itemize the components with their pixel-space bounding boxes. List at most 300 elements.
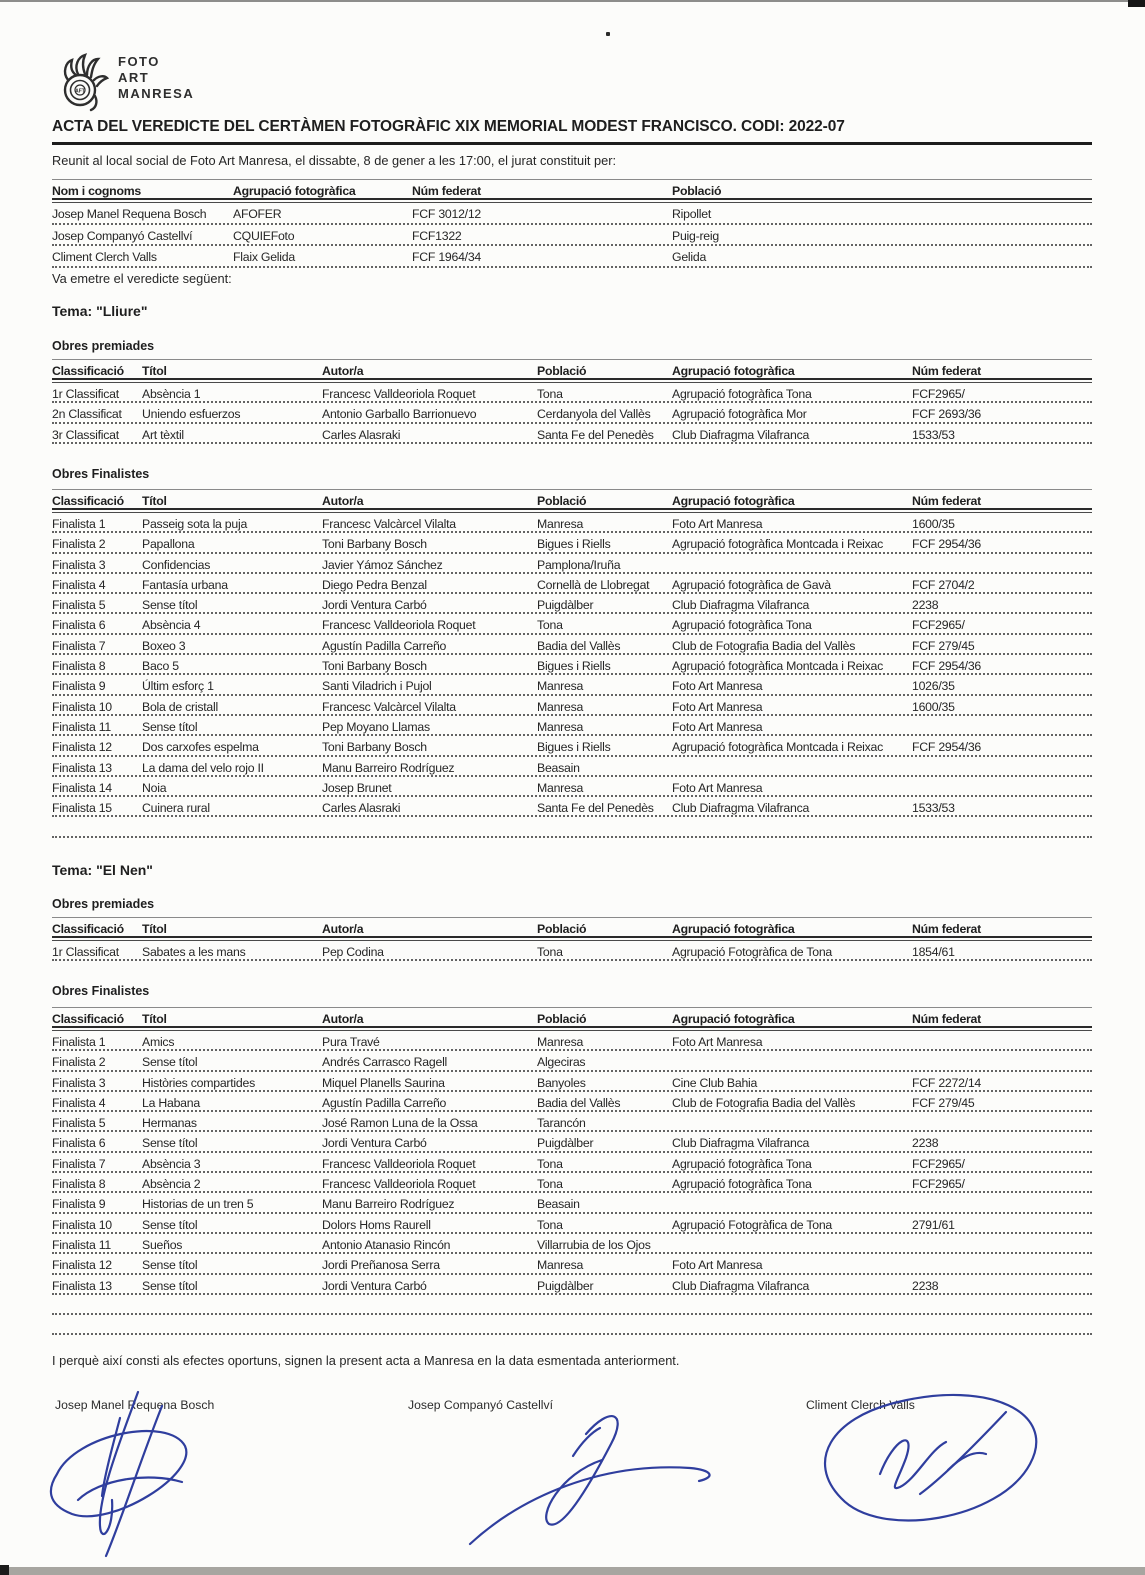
- table-cell: Manresa: [537, 679, 584, 694]
- scan-bottom-strip: [0, 1567, 1145, 1575]
- table-cell: 2238: [912, 1136, 939, 1151]
- table-cell: Puigdàlber: [537, 598, 594, 613]
- column-header: Població: [537, 364, 587, 378]
- logo-line-art: ART: [118, 70, 150, 85]
- column-header: Núm federat: [912, 364, 981, 378]
- table-cell: FCF2965/: [912, 1177, 965, 1192]
- table-cell: Sense títol: [142, 719, 198, 734]
- table-row: [52, 513, 1092, 533]
- table-header-row: [52, 917, 1092, 938]
- table-cell: Finalista 12: [52, 740, 112, 755]
- table-row: [52, 203, 1092, 225]
- table-cell: Pep Codina: [322, 945, 384, 959]
- table-cell: Manu Barreiro Rodríguez: [322, 1197, 455, 1212]
- table-cell: Puigdàlber: [537, 1136, 594, 1151]
- column-header: Títol: [142, 1012, 167, 1026]
- table-cell: Foto Art Manresa: [672, 719, 763, 734]
- table-cell: Toni Barbany Bosch: [322, 537, 427, 552]
- table-cell: Francesc Valldeoriola Roquet: [322, 1156, 476, 1171]
- column-header: Agrupació fotogràfica: [672, 494, 795, 508]
- table-cell: Josep Brunet: [322, 780, 392, 795]
- awarded-label: Obres premiades: [52, 897, 155, 911]
- table-cell: Francesc Valcàrcel Vilalta: [322, 517, 456, 531]
- document-title: ACTA DEL VEREDICTE DEL CERTÀMEN FOTOGRÀFIC XIX MEMORIAL MODEST FRANCISCO. CODI: 2022-07: [52, 118, 1092, 145]
- table-cell: Toni Barbany Bosch: [322, 740, 427, 755]
- table-cell: Josep Manel Requena Bosch: [52, 207, 207, 221]
- table-cell: Bigues i Riells: [537, 740, 611, 755]
- table-cell: Agrupació Fotogràfica de Tona: [672, 945, 833, 959]
- scan-bottom-mark: [0, 1565, 9, 1575]
- table-cell: Boxeo 3: [142, 638, 186, 653]
- table-cell: 1r Classificat: [52, 945, 119, 959]
- table-cell: Fantasía urbana: [142, 577, 228, 592]
- table-cell: Finalista 15: [52, 801, 112, 816]
- column-header: Població: [537, 494, 587, 508]
- table-cell: Sueños: [142, 1237, 183, 1252]
- table-cell: Hermanas: [142, 1116, 197, 1131]
- table-cell: Finalista 6: [52, 1136, 106, 1151]
- table-row: [52, 383, 1092, 403]
- table-cell: 2791/61: [912, 1217, 955, 1232]
- table-cell: Algeciras: [537, 1055, 586, 1070]
- column-header: Classificació: [52, 494, 124, 508]
- table-cell: Beasain: [537, 760, 580, 775]
- column-header: Agrupació fotogràfica: [672, 922, 795, 936]
- table-cell: Manresa: [537, 780, 584, 795]
- table-cell: Manresa: [537, 1035, 584, 1049]
- table-cell: Bigues i Riells: [537, 659, 611, 674]
- table-cell: 2238: [912, 598, 939, 613]
- table-cell: Agustín Padilla Carreño: [322, 1095, 447, 1110]
- awarded-table-el-nen: [52, 917, 1092, 961]
- table-cell: La dama del velo rojo II: [142, 760, 264, 775]
- column-header: Núm federat: [412, 184, 481, 198]
- table-cell: Manu Barreiro Rodríguez: [322, 760, 455, 775]
- table-row: [52, 533, 1092, 553]
- awarded-label: Obres premiades: [52, 339, 155, 353]
- table-cell: Papallona: [142, 537, 195, 552]
- table-row: [52, 1092, 1092, 1112]
- table-cell: Tona: [537, 387, 563, 401]
- empty-table-row: [52, 1315, 1092, 1335]
- table-cell: Tona: [537, 618, 563, 633]
- table-cell: Agrupació fotogràfica Tona: [672, 618, 812, 633]
- table-cell: Tona: [537, 1177, 563, 1192]
- table-cell: Finalista 8: [52, 659, 106, 674]
- table-cell: [912, 716, 1092, 734]
- table-cell: Finalista 9: [52, 679, 106, 694]
- empty-table-row: [52, 817, 1092, 837]
- table-cell: Finalista 5: [52, 598, 106, 613]
- table-row: [52, 655, 1092, 675]
- signer-name-clerch: Climent Clerch Valls: [806, 1398, 915, 1412]
- table-cell: Últim esforç 1: [142, 679, 214, 694]
- table-cell: 1026/35: [912, 679, 955, 694]
- verdict-line: Va emetre el veredicte següent:: [52, 271, 232, 286]
- scan-edge-line: [0, 0, 1145, 2]
- table-row: [52, 1051, 1092, 1071]
- table-cell: Cuinera rural: [142, 801, 210, 816]
- table-cell: [672, 1051, 912, 1069]
- table-row: [52, 941, 1092, 961]
- table-cell: Finalista 1: [52, 1035, 106, 1049]
- table-cell: AFOFER: [233, 207, 282, 221]
- table-cell: Finalista 2: [52, 1055, 106, 1070]
- scan-dot-artifact: [606, 32, 610, 36]
- table-row: [52, 1254, 1092, 1274]
- table-cell: [912, 1051, 1092, 1069]
- intro-paragraph: Reunit al local social de Foto Art Manresa, el dissabte, 8 de gener a les 17:00, el jurat constituit per:: [52, 153, 617, 168]
- table-cell: Dos carxofes espelma: [142, 740, 259, 755]
- table-cell: Antonio Atanasio Rincón: [322, 1237, 451, 1252]
- table-cell: Flaix Gelida: [233, 250, 295, 265]
- table-cell: Històries compartides: [142, 1075, 255, 1090]
- table-cell: FCF 2954/36: [912, 740, 982, 755]
- table-cell: José Ramon Luna de la Ossa: [322, 1116, 478, 1131]
- table-row: [52, 716, 1092, 736]
- table-cell: Ripollet: [672, 207, 712, 221]
- table-cell: Jordi Ventura Carbó: [322, 1136, 427, 1151]
- table-cell: Finalista 3: [52, 1075, 106, 1090]
- table-row: [52, 1173, 1092, 1193]
- table-cell: Club de Fotografia Badia del Vallès: [672, 1095, 856, 1110]
- table-cell: Club Diafragma Vilafranca: [672, 427, 810, 442]
- table-cell: Antonio Garballo Barrionuevo: [322, 407, 477, 422]
- table-cell: Art tèxtil: [142, 427, 184, 442]
- column-header: Població: [672, 184, 722, 198]
- table-cell: FCF1322: [412, 228, 462, 243]
- table-cell: Sabates a les mans: [142, 945, 246, 959]
- table-row: [52, 1234, 1092, 1254]
- table-cell: 1854/61: [912, 945, 955, 959]
- table-cell: Foto Art Manresa: [672, 679, 763, 694]
- table-row: [52, 1132, 1092, 1152]
- table-cell: 1600/35: [912, 699, 955, 714]
- table-cell: Villarrubia de los Ojos: [537, 1237, 651, 1252]
- column-header: Autor/a: [322, 494, 364, 508]
- theme-heading-el-nen: Tema: "El Nen": [52, 862, 153, 878]
- table-cell: Sense títol: [142, 1217, 198, 1232]
- table-cell: FCF 2272/14: [912, 1075, 982, 1090]
- table-cell: [672, 1234, 912, 1252]
- table-cell: Carles Alasraki: [322, 801, 401, 816]
- table-cell: Tona: [537, 1156, 563, 1171]
- table-row: [52, 1214, 1092, 1234]
- table-cell: [912, 1254, 1092, 1272]
- table-header-row: [52, 179, 1092, 200]
- table-cell: Pep Moyano Llamas: [322, 719, 430, 734]
- table-cell: La Habana: [142, 1095, 200, 1110]
- table-cell: Finalista 8: [52, 1177, 106, 1192]
- table-cell: 1r Classificat: [52, 387, 119, 401]
- table-cell: Agrupació fotogràfica Tona: [672, 1177, 812, 1192]
- table-cell: Santa Fe del Penedès: [537, 801, 654, 816]
- table-cell: [912, 757, 1092, 775]
- scan-corner-mark: [1128, 0, 1145, 7]
- table-cell: Finalista 10: [52, 699, 112, 714]
- table-cell: FCF2965/: [912, 387, 965, 401]
- table-cell: [912, 777, 1092, 795]
- table-cell: Manresa: [537, 699, 584, 714]
- finalists-label: Obres Finalistes: [52, 467, 150, 481]
- table-cell: Puigdàlber: [537, 1278, 594, 1293]
- table-cell: Cerdanyola del Vallès: [537, 407, 651, 422]
- table-cell: Agrupació fotogràfica de Gavà: [672, 577, 831, 592]
- table-cell: FCF 1964/34: [412, 250, 482, 265]
- table-cell: Agrupació Fotogràfica de Tona: [672, 1217, 833, 1232]
- column-header: Classificació: [52, 1012, 124, 1026]
- table-cell: Finalista 3: [52, 557, 106, 572]
- column-header: Títol: [142, 922, 167, 936]
- table-cell: Toni Barbany Bosch: [322, 659, 427, 674]
- table-cell: Josep Companyó Castellví: [52, 228, 193, 243]
- signatures-layer: [0, 1378, 1145, 1568]
- column-header: Població: [537, 1012, 587, 1026]
- foto-art-manresa-logo: [58, 52, 278, 114]
- table-cell: 1533/53: [912, 427, 955, 442]
- column-header: Agrupació fotogràfica: [233, 184, 356, 198]
- table-row: [52, 757, 1092, 777]
- column-header: Agrupació fotogràfica: [672, 364, 795, 378]
- table-cell: Badia del Vallès: [537, 1095, 621, 1110]
- table-cell: CQUIEFoto: [233, 228, 295, 243]
- table-cell: Baco 5: [142, 659, 179, 674]
- table-cell: Santi Viladrich i Pujol: [322, 679, 432, 694]
- column-header: Núm federat: [912, 922, 981, 936]
- table-cell: FCF 3012/12: [412, 207, 482, 221]
- column-header: Agrupació fotogràfica: [672, 1012, 795, 1026]
- table-cell: [912, 554, 1092, 572]
- table-cell: [672, 757, 912, 775]
- table-cell: Finalista 6: [52, 618, 106, 633]
- theme-heading-lliure: Tema: "Lliure": [52, 303, 148, 319]
- table-cell: Foto Art Manresa: [672, 780, 763, 795]
- signer-name-companyo: Josep Companyó Castellví: [408, 1398, 553, 1412]
- table-row: [52, 225, 1092, 247]
- table-cell: Manresa: [537, 1258, 584, 1273]
- table-cell: Foto Art Manresa: [672, 1035, 763, 1049]
- table-cell: Andrés Carrasco Ragell: [322, 1055, 448, 1070]
- table-cell: Sense títol: [142, 598, 198, 613]
- table-cell: Foto Art Manresa: [672, 517, 763, 531]
- table-cell: Francesc Valldeoriola Roquet: [322, 387, 476, 401]
- table-row: [52, 403, 1092, 423]
- table-cell: FCF2965/: [912, 618, 965, 633]
- table-cell: Gelida: [672, 250, 707, 265]
- table-cell: FCF 2704/2: [912, 577, 975, 592]
- table-row: [52, 777, 1092, 797]
- table-cell: Finalista 14: [52, 780, 112, 795]
- table-cell: Agrupació fotogràfica Montcada i Reixac: [672, 740, 884, 755]
- column-header: Nom i cognoms: [52, 184, 141, 198]
- table-cell: Francesc Valldeoriola Roquet: [322, 618, 476, 633]
- table-cell: Confidencias: [142, 557, 211, 572]
- table-cell: [672, 554, 912, 572]
- table-row: [52, 1193, 1092, 1213]
- table-cell: Manresa: [537, 517, 584, 531]
- table-cell: Agrupació fotogràfica Montcada i Reixac: [672, 537, 884, 552]
- table-cell: Manresa: [537, 719, 584, 734]
- table-cell: Finalista 5: [52, 1116, 106, 1131]
- jury-table: [52, 179, 1092, 268]
- column-header: Núm federat: [912, 494, 981, 508]
- table-cell: FCF 279/45: [912, 638, 975, 653]
- table-cell: Club Diafragma Vilafranca: [672, 801, 810, 816]
- table-row: [52, 574, 1092, 594]
- table-row: [52, 797, 1092, 817]
- table-cell: Finalista 10: [52, 1217, 112, 1232]
- logo-line-manresa: MANRESA: [118, 86, 195, 101]
- table-cell: 1533/53: [912, 801, 955, 816]
- table-cell: Finalista 4: [52, 1095, 106, 1110]
- logo-line-foto: FOTO: [118, 54, 160, 69]
- table-row: [52, 594, 1092, 614]
- table-header-row: [52, 1007, 1092, 1028]
- closing-paragraph: I perquè així consti als efectes oportuns, signen la present acta a Manresa en la data esmentada anteriorment.: [52, 1353, 680, 1368]
- column-header: Població: [537, 922, 587, 936]
- table-cell: Foto Art Manresa: [672, 1258, 763, 1273]
- table-cell: Finalista 7: [52, 1156, 106, 1171]
- hand-camera-logo-icon: [58, 52, 112, 114]
- table-cell: Tarancón: [537, 1116, 586, 1131]
- table-cell: Santa Fe del Penedès: [537, 427, 654, 442]
- table-cell: Sense títol: [142, 1055, 198, 1070]
- column-header: Núm federat: [912, 1012, 981, 1026]
- column-header: Autor/a: [322, 1012, 364, 1026]
- awarded-table-lliure: [52, 359, 1092, 444]
- table-cell: Foto Art Manresa: [672, 699, 763, 714]
- table-cell: Historias de un tren 5: [142, 1197, 254, 1212]
- table-cell: FCF 2693/36: [912, 407, 982, 422]
- table-cell: Jordi Ventura Carbó: [322, 598, 427, 613]
- table-cell: Finalista 7: [52, 638, 106, 653]
- column-header: Títol: [142, 494, 167, 508]
- table-cell: 2238: [912, 1278, 939, 1293]
- table-cell: Finalista 11: [52, 1237, 111, 1252]
- column-header: Classificació: [52, 922, 124, 936]
- table-cell: Sense títol: [142, 1136, 198, 1151]
- table-cell: Tona: [537, 1217, 563, 1232]
- signature-climent-clerch-valls: [825, 1395, 1036, 1521]
- table-row: [52, 1112, 1092, 1132]
- column-header: Títol: [142, 364, 167, 378]
- table-cell: Club Diafragma Vilafranca: [672, 598, 810, 613]
- table-cell: 2n Classificat: [52, 407, 122, 422]
- table-cell: Finalista 1: [52, 517, 106, 531]
- table-row: [52, 614, 1092, 634]
- table-cell: Agrupació fotogràfica Tona: [672, 1156, 812, 1171]
- finalists-label: Obres Finalistes: [52, 984, 150, 998]
- empty-table-row: [52, 1295, 1092, 1315]
- table-row: [52, 635, 1092, 655]
- table-cell: Finalista 9: [52, 1197, 106, 1212]
- table-cell: Club de Fotografia Badia del Vallès: [672, 638, 856, 653]
- table-cell: FCF 279/45: [912, 1095, 975, 1110]
- table-cell: Finalista 12: [52, 1258, 112, 1273]
- table-cell: Absència 3: [142, 1156, 201, 1171]
- table-cell: Puig-reig: [672, 228, 719, 243]
- table-cell: Bola de cristall: [142, 699, 218, 714]
- svg-text:AFT: AFT: [75, 88, 85, 95]
- table-cell: Sense títol: [142, 1278, 198, 1293]
- table-cell: [912, 1193, 1092, 1211]
- table-cell: Cine Club Bahia: [672, 1075, 758, 1090]
- table-row: [52, 424, 1092, 444]
- table-cell: Club Diafragma Vilafranca: [672, 1278, 810, 1293]
- column-header: Autor/a: [322, 364, 364, 378]
- table-cell: Absència 2: [142, 1177, 201, 1192]
- table-cell: Club Diafragma Vilafranca: [672, 1136, 810, 1151]
- table-cell: Beasain: [537, 1197, 580, 1212]
- table-cell: FCF 2954/36: [912, 659, 982, 674]
- table-cell: Passeig sota la puja: [142, 517, 248, 531]
- table-row: [52, 1153, 1092, 1173]
- signature-josep-manel-requena-bosch: [51, 1392, 186, 1556]
- table-cell: Absència 1: [142, 387, 201, 401]
- finalists-table-el-nen: [52, 1007, 1092, 1335]
- table-row: [52, 696, 1092, 716]
- table-cell: Agrupació fotogràfica Mor: [672, 407, 807, 422]
- table-cell: Agrupació fotogràfica Montcada i Reixac: [672, 659, 884, 674]
- table-cell: Finalista 2: [52, 537, 106, 552]
- table-cell: Uniendo esfuerzos: [142, 407, 241, 422]
- table-cell: Diego Pedra Benzal: [322, 577, 427, 592]
- table-cell: 1600/35: [912, 517, 955, 531]
- logo-wordmark: [118, 52, 194, 102]
- table-row: [52, 554, 1092, 574]
- table-cell: Jordi Ventura Carbó: [322, 1278, 427, 1293]
- table-cell: Finalista 11: [52, 719, 111, 734]
- table-cell: Pura Travé: [322, 1035, 380, 1049]
- table-cell: [672, 1193, 912, 1211]
- table-cell: Tona: [537, 945, 563, 959]
- table-cell: 3r Classificat: [52, 427, 119, 442]
- column-header: Classificació: [52, 364, 124, 378]
- finalists-table-lliure: [52, 489, 1092, 838]
- table-cell: Finalista 4: [52, 577, 106, 592]
- table-cell: Absència 4: [142, 618, 201, 633]
- table-cell: Pamplona/Iruña: [537, 557, 621, 572]
- table-row: [52, 246, 1092, 268]
- table-cell: Jordi Preñanosa Serra: [322, 1258, 440, 1273]
- table-cell: Badia del Vallès: [537, 638, 621, 653]
- table-cell: [912, 1031, 1092, 1049]
- table-row: [52, 1275, 1092, 1295]
- table-row: [52, 1031, 1092, 1051]
- table-cell: Climent Clerch Valls: [52, 250, 157, 265]
- table-cell: Finalista 13: [52, 760, 112, 775]
- table-cell: Agustín Padilla Carreño: [322, 638, 447, 653]
- table-cell: Finalista 13: [52, 1278, 112, 1293]
- table-cell: Javier Yámoz Sánchez: [322, 557, 443, 572]
- table-cell: Dolors Homs Raurell: [322, 1217, 431, 1232]
- table-cell: Carles Alasraki: [322, 427, 401, 442]
- table-cell: Banyoles: [537, 1075, 586, 1090]
- table-row: [52, 736, 1092, 756]
- signature-josep-companyo-castellvi: [470, 1416, 710, 1544]
- column-header: Autor/a: [322, 922, 364, 936]
- table-cell: FCF 2954/36: [912, 537, 982, 552]
- table-cell: Noia: [142, 780, 167, 795]
- table-cell: Francesc Valcàrcel Vilalta: [322, 699, 456, 714]
- table-header-row: [52, 489, 1092, 510]
- table-cell: Cornellà de Llobregat: [537, 577, 650, 592]
- table-cell: [672, 1112, 912, 1130]
- table-cell: Francesc Valldeoriola Roquet: [322, 1177, 476, 1192]
- table-cell: FCF2965/: [912, 1156, 965, 1171]
- table-cell: [912, 1234, 1092, 1252]
- signer-name-requena: Josep Manel Requena Bosch: [55, 1398, 215, 1412]
